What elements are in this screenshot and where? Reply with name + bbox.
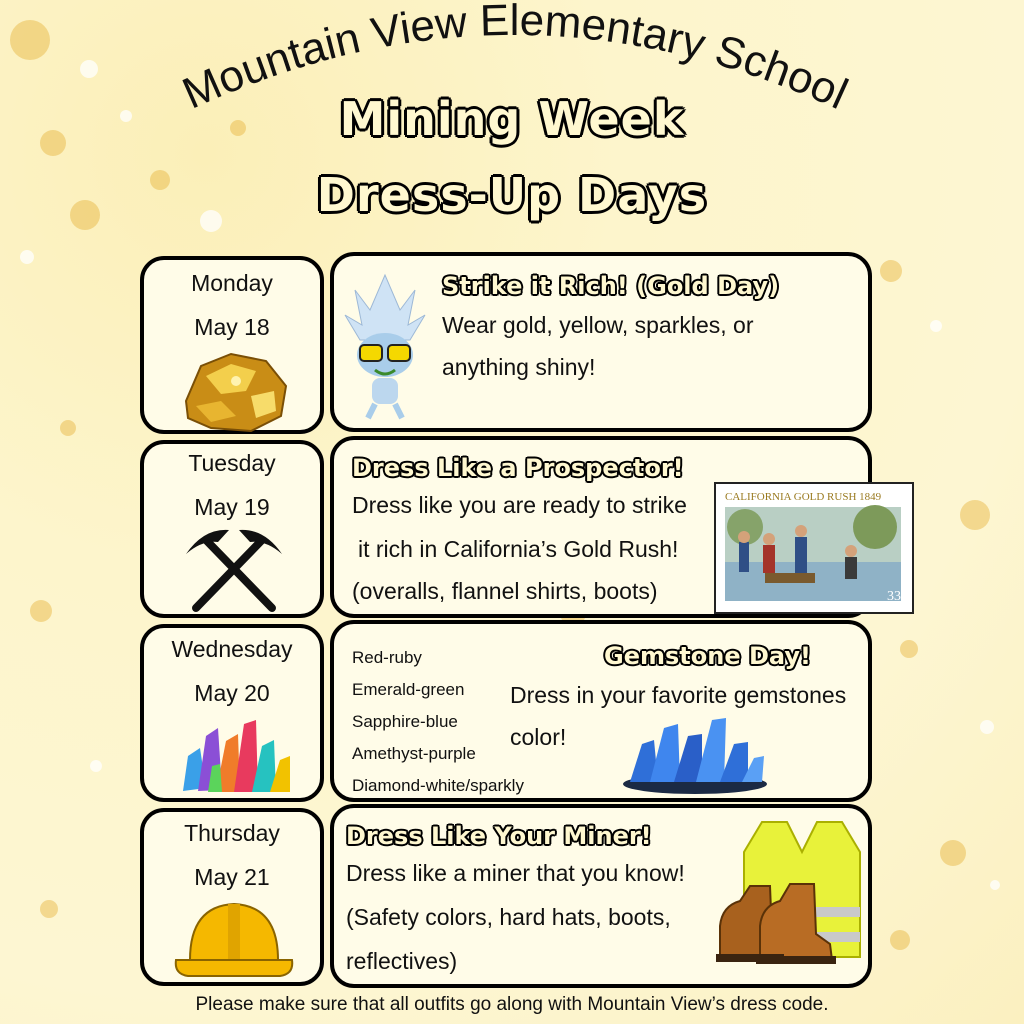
dress-code-footer: Please make sure that all outfits go along with Mountain View’s dress code.: [195, 994, 829, 1015]
title-mining-week: Mining Week: [339, 92, 685, 146]
gem-list-item: Sapphire-blue: [352, 712, 458, 731]
day-name: Thursday: [184, 820, 280, 846]
blue-crystal-cluster-icon: [620, 714, 770, 794]
event-line: (Safety colors, hard hats, boots,: [346, 904, 671, 930]
day-name: Monday: [191, 270, 273, 296]
gem-list-item: Emerald-green: [352, 680, 465, 699]
stamp-value: 33: [887, 589, 901, 604]
stamp-title: CALIFORNIA GOLD RUSH 1849: [725, 491, 882, 503]
school-name: Mountain View Elementary School: [175, 0, 855, 119]
colorful-crystals-icon: [178, 716, 294, 796]
day-date: May 19: [194, 494, 270, 520]
event-box-wednesday: [330, 620, 872, 802]
event-line: anything shiny!: [442, 354, 596, 380]
gold-nugget-icon: [176, 346, 296, 436]
gem-list-item: Diamond-white/sparkly: [352, 776, 524, 795]
day-name: Wednesday: [171, 636, 293, 662]
event-line: reflectives): [346, 948, 458, 974]
event-line: (overalls, flannel shirts, boots): [352, 578, 658, 604]
gem-list-item: Amethyst-purple: [352, 744, 476, 763]
day-box-thursday: [140, 808, 324, 986]
event-box-monday: [330, 252, 872, 432]
event-line: color!: [510, 724, 567, 750]
day-date: May 21: [194, 864, 270, 890]
event-line: Dress in your favorite gemstones: [510, 682, 847, 708]
title-dress-up-days: Dress-Up Days: [316, 168, 708, 222]
day-name: Tuesday: [188, 450, 276, 476]
event-line: Dress like a miner that you know!: [346, 860, 685, 886]
event-heading: Dress Like a Prospector!: [352, 454, 684, 482]
crossed-pickaxes-icon: [184, 526, 284, 616]
gold-rush-stamp: [716, 484, 912, 612]
prospectors-scene-icon: [725, 507, 901, 601]
hard-hat-icon: [172, 894, 296, 984]
event-line: it rich in California’s Gold Rush!: [358, 536, 679, 562]
day-date: May 20: [194, 680, 270, 706]
event-heading: Gemstone Day!: [604, 642, 811, 670]
event-heading: Dress Like Your Miner!: [346, 822, 652, 850]
day-box-monday: [140, 256, 324, 434]
day-date: May 18: [194, 314, 270, 340]
event-line: Dress like you are ready to strike: [352, 492, 687, 518]
day-box-tuesday: [140, 440, 324, 618]
gem-list-item: Red-ruby: [352, 648, 422, 667]
troll-character-icon: [340, 270, 430, 420]
day-box-wednesday: [140, 624, 324, 802]
work-boots-icon: [710, 876, 840, 966]
event-line: Wear gold, yellow, sparkles, or: [442, 312, 754, 338]
event-heading: Strike it Rich! (Gold Day): [442, 272, 780, 300]
